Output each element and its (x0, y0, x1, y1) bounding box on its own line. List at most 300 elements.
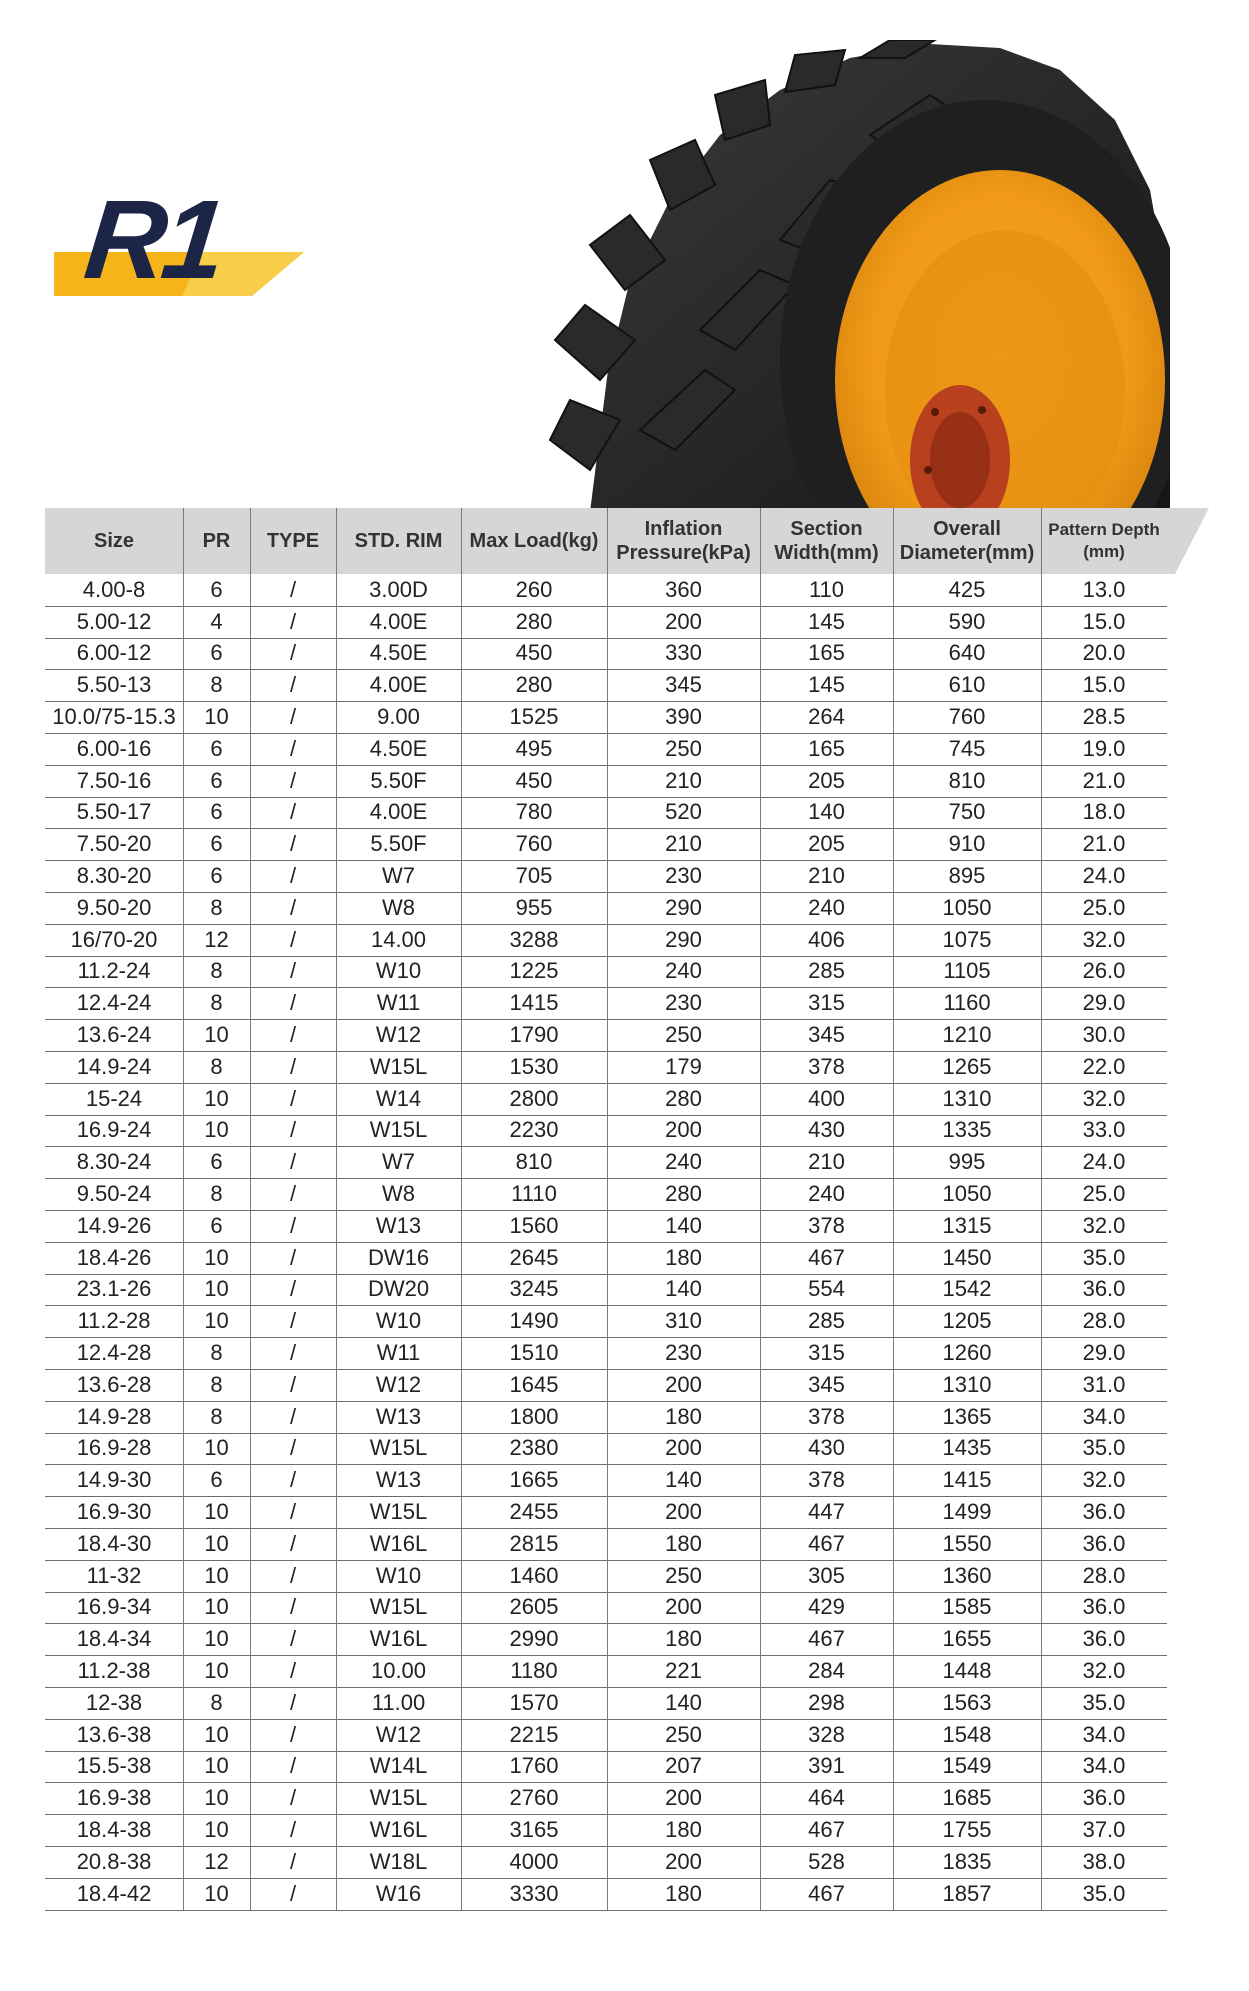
cell-diameter: 1755 (942, 1817, 992, 1843)
cell-width: 430 (808, 1117, 845, 1143)
cell-pr: 8 (210, 894, 223, 920)
cell-pr: 8 (210, 672, 223, 698)
table-row (45, 1305, 1167, 1338)
cell-pressure: 200 (665, 1499, 702, 1525)
cell-pressure: 140 (665, 1467, 702, 1493)
table-row (45, 1878, 1167, 1911)
table-row (45, 1655, 1167, 1688)
cell-width: 140 (808, 799, 845, 825)
cell-type: / (289, 1658, 297, 1684)
table-row (45, 1528, 1167, 1561)
cell-pressure: 250 (665, 1562, 702, 1588)
cell-type: / (289, 1530, 297, 1556)
cell-pr: 8 (210, 1371, 223, 1397)
cell-size: 18.4-38 (76, 1817, 152, 1843)
cell-depth: 18.0 (1082, 799, 1126, 825)
cell-type: / (289, 1053, 297, 1079)
cell-pr: 8 (210, 990, 223, 1016)
cell-size: 16.9-34 (76, 1594, 152, 1620)
table-row (45, 1814, 1167, 1847)
cell-size: 11-32 (86, 1562, 142, 1588)
column-divider (1041, 508, 1042, 1910)
table-row (45, 1401, 1167, 1434)
cell-depth: 36.0 (1082, 1499, 1126, 1525)
cell-size: 13.6-24 (76, 1022, 152, 1048)
cell-rim: W13 (375, 1212, 422, 1238)
cell-load: 1510 (509, 1340, 559, 1366)
cell-depth: 20.0 (1082, 640, 1126, 666)
cell-load: 705 (515, 863, 553, 889)
cell-size: 14.9-26 (76, 1212, 152, 1238)
cell-size: 9.50-24 (76, 1181, 152, 1207)
cell-depth: 24.0 (1082, 863, 1126, 889)
cell-pr: 6 (210, 863, 223, 889)
cell-pressure: 240 (665, 958, 702, 984)
cell-pr: 6 (210, 1467, 223, 1493)
r1-logo (52, 177, 304, 302)
cell-type: / (289, 1340, 297, 1366)
cell-diameter: 1685 (942, 1785, 992, 1811)
cell-diameter: 1210 (942, 1022, 992, 1048)
cell-width: 205 (808, 831, 845, 857)
cell-diameter: 1310 (942, 1085, 992, 1111)
cell-load: 1645 (509, 1371, 559, 1397)
cell-width: 430 (808, 1435, 845, 1461)
cell-width: 464 (808, 1785, 845, 1811)
cell-size: 10.0/75-15.3 (52, 704, 176, 730)
table-row (45, 828, 1167, 861)
cell-load: 450 (515, 640, 553, 666)
cell-width: 145 (808, 608, 845, 634)
cell-pressure: 180 (665, 1244, 702, 1270)
table-row (45, 1369, 1167, 1402)
table-row (45, 765, 1167, 798)
cell-size: 20.8-38 (76, 1848, 152, 1874)
cell-load: 1530 (509, 1053, 559, 1079)
cell-width: 467 (808, 1817, 845, 1843)
cell-diameter: 1315 (942, 1212, 992, 1238)
cell-load: 3330 (509, 1880, 559, 1906)
cell-diameter: 1310 (942, 1371, 992, 1397)
cell-depth: 35.0 (1082, 1880, 1126, 1906)
cell-type: / (289, 831, 297, 857)
cell-diameter: 1260 (942, 1340, 992, 1366)
cell-depth: 35.0 (1082, 1435, 1126, 1461)
table-row (45, 1019, 1167, 1052)
cell-depth: 34.0 (1082, 1753, 1126, 1779)
table-row (45, 1719, 1167, 1752)
cell-pr: 10 (204, 1117, 229, 1143)
cell-pr: 6 (210, 799, 223, 825)
table-row (45, 1433, 1167, 1466)
cell-size: 16.9-38 (76, 1785, 152, 1811)
cell-pressure: 180 (665, 1626, 702, 1652)
cell-pressure: 140 (665, 1276, 702, 1302)
cell-load: 2800 (509, 1085, 559, 1111)
cell-size: 12.4-24 (76, 990, 152, 1016)
cell-pressure: 360 (665, 576, 702, 602)
cell-width: 467 (808, 1626, 845, 1652)
cell-diameter: 1075 (942, 926, 992, 952)
table-row (45, 1560, 1167, 1593)
cell-pressure: 210 (665, 831, 702, 857)
cell-depth: 26.0 (1082, 958, 1126, 984)
cell-width: 554 (808, 1276, 845, 1302)
cell-pressure: 200 (665, 1785, 702, 1811)
cell-load: 1665 (509, 1467, 559, 1493)
cell-rim: W15L (369, 1594, 428, 1620)
cell-size: 18.4-26 (76, 1244, 152, 1270)
cell-pr: 10 (204, 1594, 229, 1620)
cell-type: / (289, 1276, 297, 1302)
cell-diameter: 1835 (942, 1848, 992, 1874)
table-row (45, 1146, 1167, 1179)
table-row (45, 1337, 1167, 1370)
cell-pr: 10 (204, 1530, 229, 1556)
table-row (45, 1464, 1167, 1497)
cell-diameter: 1448 (942, 1658, 992, 1684)
cell-width: 284 (808, 1658, 845, 1684)
cell-width: 315 (808, 1340, 845, 1366)
column-header-type: TYPE (266, 530, 320, 552)
cell-rim: W15L (369, 1053, 428, 1079)
cell-type: / (289, 1308, 297, 1334)
cell-diameter: 750 (948, 799, 986, 825)
cell-pressure: 200 (665, 1848, 702, 1874)
cell-rim: 4.00E (369, 672, 428, 698)
cell-rim: W8 (382, 894, 415, 920)
cell-diameter: 1335 (942, 1117, 992, 1143)
cell-type: / (289, 735, 297, 761)
cell-type: / (289, 799, 297, 825)
table-row (45, 956, 1167, 989)
cell-size: 18.4-42 (76, 1880, 152, 1906)
cell-width: 378 (808, 1053, 845, 1079)
cell-pressure: 230 (665, 1340, 702, 1366)
cell-load: 260 (515, 576, 553, 602)
cell-load: 955 (515, 894, 553, 920)
cell-pressure: 200 (665, 1435, 702, 1461)
cell-size: 16.9-28 (76, 1435, 152, 1461)
cell-load: 1110 (511, 1181, 557, 1207)
cell-load: 1570 (509, 1689, 559, 1715)
cell-rim: W8 (382, 1181, 415, 1207)
cell-type: / (289, 1022, 297, 1048)
cell-size: 14.9-28 (76, 1403, 152, 1429)
cell-pressure: 221 (665, 1658, 702, 1684)
cell-width: 378 (808, 1467, 845, 1493)
cell-width: 345 (808, 1371, 845, 1397)
cell-diameter: 1857 (942, 1880, 992, 1906)
cell-load: 1180 (510, 1658, 558, 1684)
table-row (45, 892, 1167, 925)
cell-type: / (289, 1594, 297, 1620)
cell-load: 2990 (509, 1626, 559, 1652)
table-row (45, 638, 1167, 671)
cell-rim: W13 (375, 1467, 422, 1493)
cell-type: / (289, 1435, 297, 1461)
cell-rim: 5.50F (370, 767, 427, 793)
cell-pressure: 280 (665, 1085, 702, 1111)
cell-pressure: 290 (665, 926, 702, 952)
cell-width: 305 (808, 1562, 845, 1588)
cell-rim: 10.00 (370, 1658, 427, 1684)
cell-pr: 10 (204, 1244, 229, 1270)
cell-depth: 38.0 (1082, 1848, 1126, 1874)
cell-rim: W15L (369, 1785, 428, 1811)
cell-pr: 8 (210, 1689, 223, 1715)
cell-diameter: 895 (948, 863, 986, 889)
cell-pr: 10 (204, 1658, 229, 1684)
cell-depth: 36.0 (1082, 1276, 1126, 1302)
cell-load: 495 (515, 735, 553, 761)
cell-type: / (289, 1817, 297, 1843)
cell-load: 280 (515, 672, 553, 698)
table-row (45, 1178, 1167, 1211)
cell-diameter: 995 (948, 1149, 986, 1175)
cell-diameter: 1205 (942, 1308, 992, 1334)
cell-diameter: 1542 (942, 1276, 992, 1302)
cell-size: 6.00-16 (76, 735, 152, 761)
cell-pressure: 345 (665, 672, 702, 698)
cell-depth: 36.0 (1082, 1785, 1126, 1811)
cell-depth: 15.0 (1082, 608, 1126, 634)
cell-pressure: 200 (665, 608, 702, 634)
cell-pressure: 180 (665, 1403, 702, 1429)
cell-type: / (289, 894, 297, 920)
table-row (45, 1051, 1167, 1084)
cell-rim: W10 (375, 1308, 422, 1334)
cell-size: 18.4-30 (76, 1530, 152, 1556)
table-row (45, 860, 1167, 893)
cell-pressure: 290 (665, 894, 702, 920)
cell-pr: 12 (204, 1848, 229, 1874)
cell-rim: W16L (369, 1530, 428, 1556)
cell-width: 240 (808, 1181, 845, 1207)
cell-type: / (289, 1562, 297, 1588)
cell-type: / (289, 1181, 297, 1207)
cell-rim: W18L (369, 1848, 428, 1874)
cell-diameter: 1105 (943, 958, 991, 984)
cell-pr: 6 (210, 640, 223, 666)
cell-rim: W11 (376, 990, 421, 1016)
cell-size: 7.50-16 (76, 767, 152, 793)
cell-size: 12-38 (85, 1689, 143, 1715)
cell-pressure: 180 (665, 1880, 702, 1906)
cell-rim: W7 (382, 1149, 415, 1175)
cell-width: 378 (808, 1212, 845, 1238)
cell-type: / (289, 1149, 297, 1175)
column-header-rim: STD. RIM (354, 530, 443, 552)
cell-diameter: 1435 (942, 1435, 992, 1461)
cell-type: / (289, 926, 297, 952)
cell-diameter: 910 (948, 831, 986, 857)
cell-pr: 10 (204, 1499, 229, 1525)
cell-load: 2215 (509, 1721, 559, 1747)
cell-diameter: 760 (948, 704, 986, 730)
cell-rim: W12 (375, 1721, 422, 1747)
cell-load: 3288 (509, 926, 559, 952)
cell-depth: 28.5 (1082, 704, 1126, 730)
cell-depth: 32.0 (1082, 926, 1126, 952)
cell-pr: 10 (204, 1562, 229, 1588)
cell-pr: 10 (204, 1276, 229, 1302)
cell-load: 2230 (509, 1117, 559, 1143)
cell-width: 406 (808, 926, 845, 952)
cell-load: 1790 (509, 1022, 559, 1048)
table-row (45, 797, 1167, 830)
cell-rim: DW16 (367, 1244, 430, 1270)
cell-depth: 32.0 (1082, 1467, 1126, 1493)
cell-rim: 5.50F (370, 831, 427, 857)
cell-width: 391 (808, 1753, 845, 1779)
cell-type: / (289, 672, 297, 698)
cell-pressure: 180 (665, 1817, 702, 1843)
cell-pr: 8 (210, 1053, 223, 1079)
cell-load: 1760 (509, 1753, 559, 1779)
cell-rim: 4.50E (369, 735, 428, 761)
cell-pressure: 210 (665, 767, 702, 793)
cell-diameter: 1265 (942, 1053, 992, 1079)
cell-depth: 36.0 (1082, 1530, 1126, 1556)
cell-width: 210 (808, 863, 845, 889)
table-row (45, 1687, 1167, 1720)
cell-diameter: 1655 (942, 1626, 992, 1652)
cell-rim: W15L (369, 1435, 428, 1461)
cell-pr: 8 (210, 958, 223, 984)
column-divider (760, 508, 761, 1910)
cell-pr: 10 (204, 1753, 229, 1779)
cell-rim: W10 (375, 1562, 422, 1588)
table-row (45, 606, 1167, 639)
cell-type: / (289, 958, 297, 984)
cell-pr: 10 (204, 1022, 229, 1048)
cell-width: 285 (808, 958, 845, 984)
cell-pr: 8 (210, 1340, 223, 1366)
cell-type: / (289, 576, 297, 602)
cell-diameter: 1415 (942, 1467, 992, 1493)
cell-width: 328 (808, 1721, 845, 1747)
cell-depth: 32.0 (1082, 1658, 1126, 1684)
cell-width: 205 (808, 767, 845, 793)
cell-size: 23.1-26 (76, 1276, 152, 1302)
cell-type: / (289, 1880, 297, 1906)
cell-depth: 33.0 (1082, 1117, 1126, 1143)
cell-pressure: 230 (665, 863, 702, 889)
cell-rim: W14L (369, 1753, 428, 1779)
cell-pressure: 520 (665, 799, 702, 825)
cell-diameter: 1050 (942, 1181, 992, 1207)
cell-load: 2380 (509, 1435, 559, 1461)
table-row (45, 1592, 1167, 1625)
cell-type: / (289, 704, 297, 730)
cell-rim: 4.00E (369, 608, 428, 634)
cell-width: 298 (808, 1689, 845, 1715)
cell-rim: 4.00E (369, 799, 428, 825)
cell-size: 16.9-30 (76, 1499, 152, 1525)
column-divider (893, 508, 894, 1910)
cell-rim: 3.00D (369, 576, 428, 602)
cell-depth: 34.0 (1082, 1721, 1126, 1747)
cell-pressure: 200 (665, 1117, 702, 1143)
cell-depth: 36.0 (1082, 1594, 1126, 1620)
cell-pr: 12 (204, 926, 229, 952)
cell-rim: W14 (375, 1085, 422, 1111)
cell-diameter: 425 (948, 576, 986, 602)
cell-diameter: 1549 (942, 1753, 992, 1779)
cell-diameter: 1360 (942, 1562, 992, 1588)
cell-depth: 32.0 (1082, 1212, 1126, 1238)
column-header-width: Section Width(mm) (774, 518, 879, 564)
cell-diameter: 1050 (942, 894, 992, 920)
cell-pressure: 200 (665, 1371, 702, 1397)
logo-text: R1 (79, 177, 228, 302)
cell-pr: 10 (204, 704, 229, 730)
cell-size: 4.00-8 (82, 576, 146, 602)
cell-pr: 6 (210, 735, 223, 761)
cell-pressure: 250 (665, 1022, 702, 1048)
cell-width: 378 (808, 1403, 845, 1429)
cell-depth: 15.0 (1082, 672, 1126, 698)
table-row (45, 574, 1167, 607)
cell-load: 3245 (509, 1276, 559, 1302)
cell-depth: 32.0 (1082, 1085, 1126, 1111)
table-row (45, 1274, 1167, 1307)
cell-depth: 28.0 (1082, 1308, 1126, 1334)
cell-width: 400 (808, 1085, 845, 1111)
cell-load: 1525 (509, 704, 559, 730)
cell-depth: 36.0 (1082, 1626, 1126, 1652)
cell-size: 14.9-24 (76, 1053, 152, 1079)
cell-load: 780 (515, 799, 553, 825)
cell-size: 5.50-13 (76, 672, 152, 698)
column-divider (250, 508, 251, 1910)
cell-rim: W12 (375, 1022, 422, 1048)
cell-size: 12.4-28 (76, 1340, 152, 1366)
cell-width: 315 (808, 990, 845, 1016)
cell-diameter: 590 (948, 608, 986, 634)
table-row (45, 987, 1167, 1020)
cell-type: / (289, 1467, 297, 1493)
cell-rim: W12 (375, 1371, 422, 1397)
column-header-load: Max Load(kg) (469, 530, 599, 552)
cell-pr: 10 (204, 1817, 229, 1843)
cell-load: 280 (515, 608, 553, 634)
table-row (45, 1242, 1167, 1275)
column-header-size: Size (93, 530, 135, 552)
cell-pressure: 240 (665, 1149, 702, 1175)
cell-depth: 22.0 (1082, 1053, 1126, 1079)
cell-width: 345 (808, 1022, 845, 1048)
cell-type: / (289, 640, 297, 666)
cell-type: / (289, 1753, 297, 1779)
column-header-diameter: Overall Diameter(mm) (899, 518, 1035, 564)
cell-type: / (289, 1371, 297, 1397)
cell-rim: W16L (369, 1817, 428, 1843)
cell-depth: 37.0 (1082, 1817, 1126, 1843)
cell-width: 429 (808, 1594, 845, 1620)
cell-width: 210 (808, 1149, 845, 1175)
cell-load: 1800 (509, 1403, 559, 1429)
table-row (45, 1496, 1167, 1529)
cell-size: 5.00-12 (76, 608, 152, 634)
column-header-pr: PR (202, 530, 231, 552)
table-row (45, 701, 1167, 734)
cell-pressure: 390 (665, 704, 702, 730)
cell-pr: 10 (204, 1721, 229, 1747)
cell-size: 13.6-28 (76, 1371, 152, 1397)
cell-rim: W16 (375, 1880, 422, 1906)
